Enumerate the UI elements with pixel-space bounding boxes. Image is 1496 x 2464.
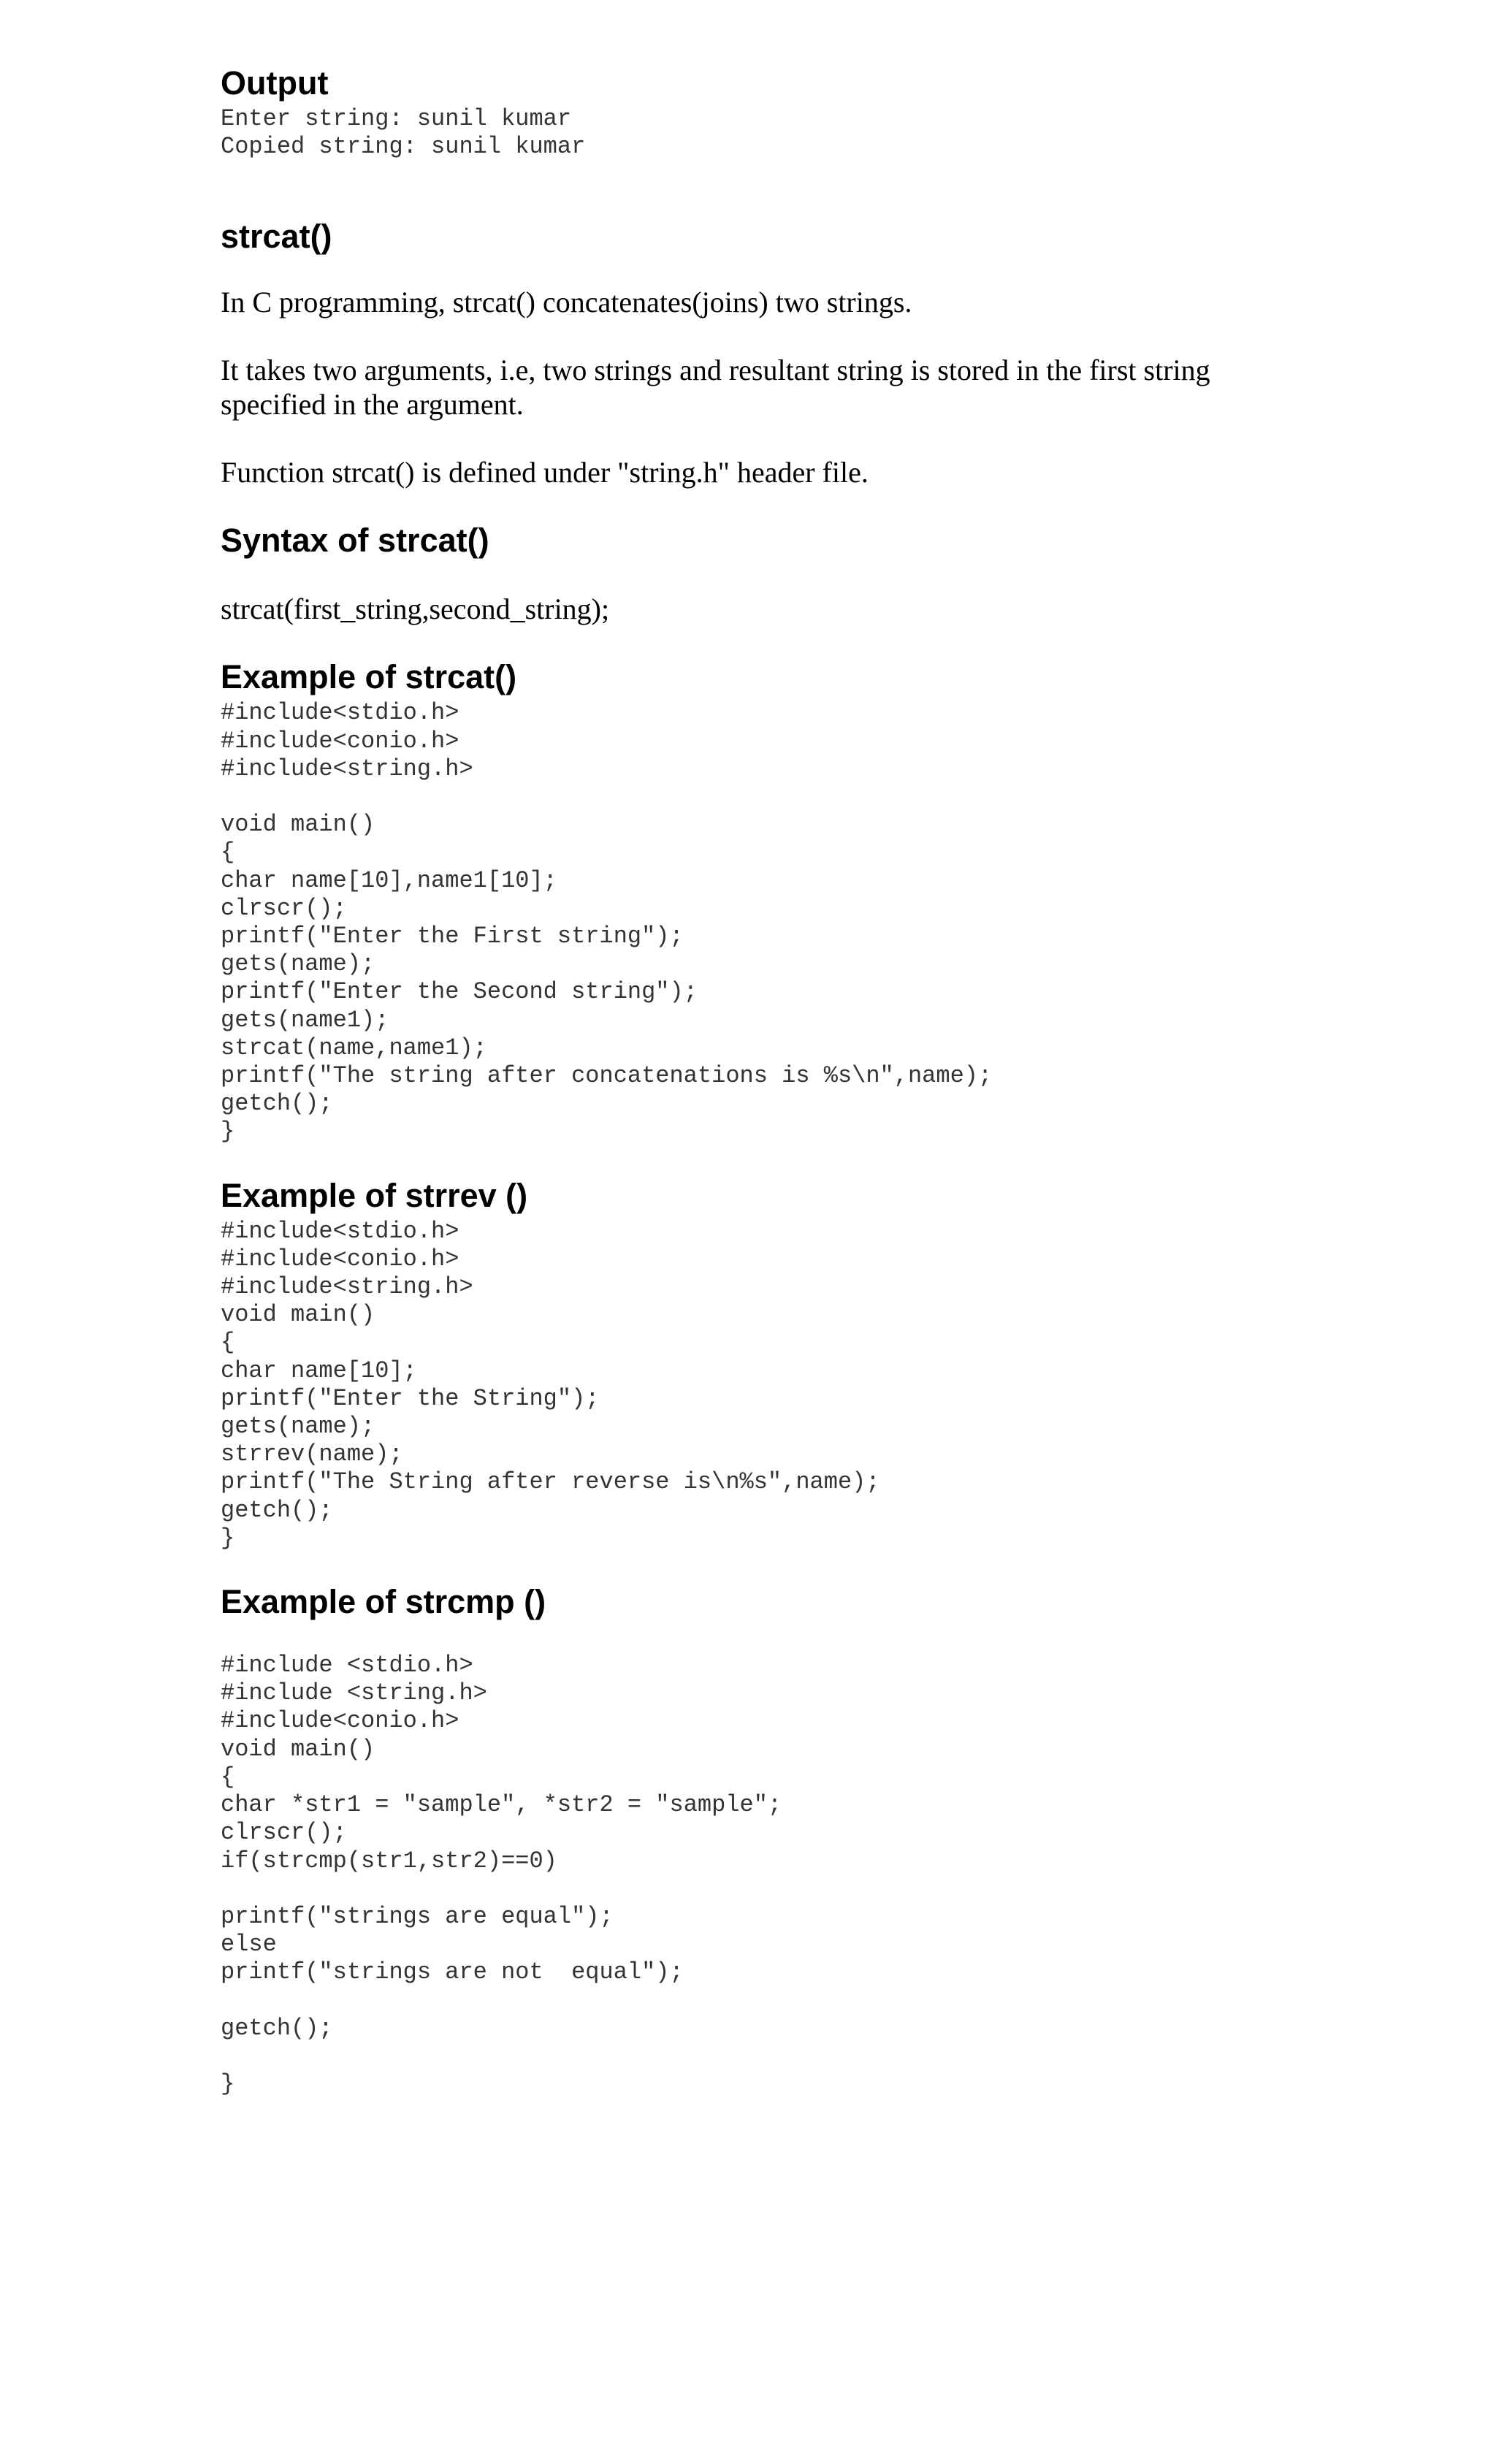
code-line: { bbox=[221, 1763, 235, 1790]
code-line: printf("Enter the Second string"); bbox=[221, 978, 698, 1006]
code-line: } bbox=[221, 2070, 235, 2098]
code-line: void main() bbox=[221, 1301, 375, 1329]
code-line: strcat(name,name1); bbox=[221, 1034, 487, 1061]
syntax-heading: Syntax of strcat() bbox=[221, 522, 489, 560]
output-code-block bbox=[221, 105, 1272, 161]
code-line: gets(name); bbox=[221, 1413, 375, 1441]
code-line: #include <stdio.h> bbox=[221, 1652, 473, 1679]
code-line bbox=[221, 1875, 1272, 1903]
example-strcat-heading: Example of strcat() bbox=[221, 658, 517, 696]
code-line: Copied string: sunil kumar bbox=[221, 133, 586, 161]
code-line: getch(); bbox=[221, 1496, 333, 1524]
code-line: gets(name1); bbox=[221, 1006, 389, 1034]
code-line: printf("The string after concatenations is %s\n",name); bbox=[221, 1062, 993, 1090]
code-line bbox=[221, 2042, 1272, 2070]
code-line: #include<string.h> bbox=[221, 1273, 473, 1301]
code-line: clrscr(); bbox=[221, 1819, 347, 1847]
code-line: #include<conio.h> bbox=[221, 727, 459, 755]
code-line: getch(); bbox=[221, 2014, 333, 2042]
example-strcmp-heading: Example of strcmp () bbox=[221, 1583, 546, 1621]
code-line: Enter string: sunil kumar bbox=[221, 105, 572, 132]
strcat-heading: strcat() bbox=[221, 218, 332, 256]
code-line: if(strcmp(str1,str2)==0) bbox=[221, 1847, 557, 1874]
document-page bbox=[221, 64, 1272, 2098]
code-line: #include<stdio.h> bbox=[221, 699, 459, 727]
example-strcat-code-block bbox=[221, 699, 1272, 1145]
code-line: getch(); bbox=[221, 1090, 333, 1118]
code-line: strrev(name); bbox=[221, 1441, 403, 1468]
code-line: char *str1 = "sample", *str2 = "sample"; bbox=[221, 1791, 782, 1819]
code-line bbox=[221, 1987, 1272, 2015]
code-line: printf("strings are equal"); bbox=[221, 1902, 614, 1930]
code-line: printf("Enter the String"); bbox=[221, 1384, 600, 1412]
code-line: #include<stdio.h> bbox=[221, 1217, 459, 1245]
output-heading: Output bbox=[221, 64, 329, 102]
code-line: #include <string.h> bbox=[221, 1679, 487, 1707]
code-line: void main() bbox=[221, 1735, 375, 1763]
code-line: } bbox=[221, 1118, 235, 1145]
code-line: } bbox=[221, 1524, 235, 1552]
code-line: printf("Enter the First string"); bbox=[221, 923, 684, 950]
strcat-paragraph-3: Function strcat() is defined under "string.h" header file. bbox=[221, 456, 869, 489]
code-line: #include<conio.h> bbox=[221, 1707, 459, 1735]
example-strrev-heading: Example of strrev () bbox=[221, 1176, 528, 1214]
code-line: { bbox=[221, 1329, 235, 1357]
code-line: gets(name); bbox=[221, 950, 375, 978]
code-line: printf("strings are not equal"); bbox=[221, 1958, 684, 1986]
code-line: else bbox=[221, 1931, 277, 1958]
code-line: void main() bbox=[221, 811, 375, 839]
code-line: char name[10],name1[10]; bbox=[221, 866, 557, 894]
code-line bbox=[221, 783, 1272, 811]
strcat-paragraph-1: In C programming, strcat() concatenates(joins) two strings. bbox=[221, 286, 912, 319]
code-line: { bbox=[221, 839, 235, 866]
strcat-paragraph-2: It takes two arguments, i.e, two strings and resultant string is stored in the first string specified in the argument. bbox=[221, 354, 1210, 422]
code-line: char name[10]; bbox=[221, 1357, 417, 1384]
code-line: #include<string.h> bbox=[221, 755, 473, 782]
code-line: clrscr(); bbox=[221, 894, 347, 922]
code-line: printf("The String after reverse is\n%s",name); bbox=[221, 1468, 880, 1496]
example-strrev-code-block bbox=[221, 1218, 1272, 1552]
syntax-text: strcat(first_string,second_string); bbox=[221, 592, 610, 626]
example-strcmp-code-block bbox=[221, 1652, 1272, 2098]
code-line: #include<conio.h> bbox=[221, 1245, 459, 1273]
